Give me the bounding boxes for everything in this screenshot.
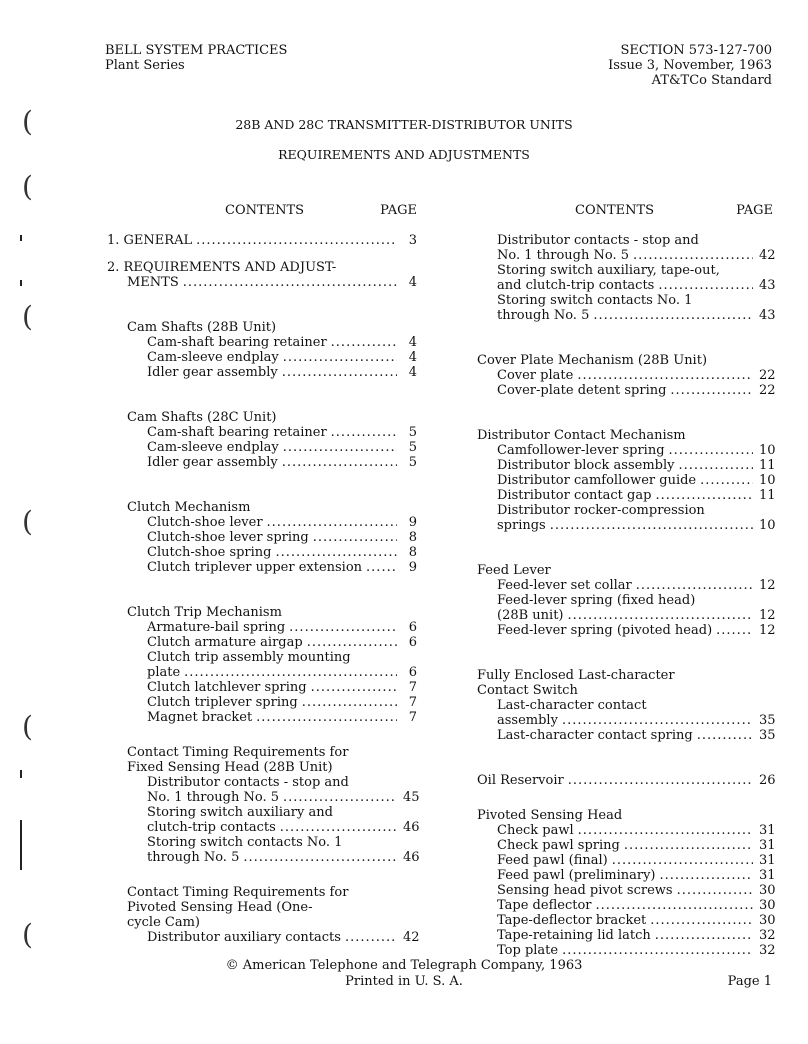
toc-section-heading: Cam Shafts (28B Unit) xyxy=(127,320,277,335)
footer xyxy=(0,958,808,990)
toc-entry[interactable]: Clutch triplever spring ..... 7 xyxy=(107,695,417,710)
header-left xyxy=(105,43,287,73)
toc-entry[interactable]: Top plate ..... 32 xyxy=(477,943,773,958)
page-heading: PAGE xyxy=(380,203,417,218)
page-heading: PAGE xyxy=(736,203,773,218)
toc-section-heading: Fully Enclosed Last-character xyxy=(477,668,675,683)
section-number: SECTION 573-127-700 xyxy=(620,43,772,58)
toc-entry[interactable]: Feed-lever spring (pivoted head) ..... 12 xyxy=(477,623,773,638)
toc-entry[interactable]: Clutch triplever upper extension ..... 9 xyxy=(107,560,417,575)
toc-section-heading: Distributor Contact Mechanism xyxy=(477,428,686,443)
toc-entry: Storing switch auxiliary, tape-out, xyxy=(497,263,720,278)
toc-entry[interactable]: Distributor block assembly ..... 11 xyxy=(477,458,773,473)
toc-entry[interactable]: No. 1 through No. 5 ..... 42 xyxy=(477,248,773,263)
toc-entry[interactable]: Distributor auxiliary contacts ..... 42 xyxy=(107,930,417,945)
toc-entry[interactable]: No. 1 through No. 5 ..... 45 xyxy=(107,790,417,805)
toc-section-heading: Fixed Sensing Head (28B Unit) xyxy=(127,760,333,775)
toc-entry: Last-character contact xyxy=(497,698,647,713)
toc-entry[interactable]: Cover plate ..... 22 xyxy=(477,368,773,383)
toc-section-heading: Pivoted Sensing Head xyxy=(477,808,623,823)
header-right xyxy=(608,43,772,88)
toc-section-heading: Clutch Mechanism xyxy=(127,500,251,515)
binder-hole-mark: ( xyxy=(22,300,33,333)
toc-section-heading: Pivoted Sensing Head (One- xyxy=(127,900,313,915)
margin-mark xyxy=(20,770,22,778)
toc-entry[interactable]: and clutch-trip contacts ..... 43 xyxy=(477,278,773,293)
page-number: Page 1 xyxy=(727,974,772,989)
toc-entry[interactable]: Clutch-shoe lever spring ..... 8 xyxy=(107,530,417,545)
margin-mark xyxy=(20,235,22,241)
toc-section-heading: Feed Lever xyxy=(477,563,551,578)
toc-section-heading: Cover Plate Mechanism (28B Unit) xyxy=(477,353,708,368)
toc-entry[interactable]: 1. GENERAL ..... 3 xyxy=(107,233,417,248)
toc-entry[interactable]: Cam-sleeve endplay ..... 4 xyxy=(107,350,417,365)
margin-mark xyxy=(20,280,22,286)
toc-entry[interactable]: Distributor contact gap ..... 11 xyxy=(477,488,773,503)
toc-entry[interactable]: Oil Reservoir ..... 26 xyxy=(477,773,773,788)
toc-entry[interactable]: Check pawl ..... 31 xyxy=(477,823,773,838)
toc-entry[interactable]: Check pawl spring ..... 31 xyxy=(477,838,773,853)
toc-entry[interactable]: Clutch-shoe lever ..... 9 xyxy=(107,515,417,530)
contents-heading: CONTENTS xyxy=(225,203,305,218)
publication-name: BELL SYSTEM PRACTICES xyxy=(105,43,288,58)
toc-section-heading: Contact Switch xyxy=(477,683,578,698)
toc-section-heading: Contact Timing Requirements for xyxy=(127,885,349,900)
contents-left-column xyxy=(107,203,420,945)
toc-entry[interactable]: Tape deflector ..... 30 xyxy=(477,898,773,913)
toc-entry[interactable]: Idler gear assembly ..... 4 xyxy=(107,365,417,380)
toc-entry[interactable]: Armature-bail spring ..... 6 xyxy=(107,620,417,635)
toc-entry[interactable]: Cam-sleeve endplay ..... 5 xyxy=(107,440,417,455)
binder-hole-mark: ( xyxy=(22,105,33,138)
toc-entry: Storing switch contacts No. 1 xyxy=(497,293,693,308)
toc-entry: 2. REQUIREMENTS AND ADJUST- xyxy=(107,260,337,275)
toc-section-heading: cycle Cam) xyxy=(127,915,200,930)
toc-entry: Distributor rocker-compression xyxy=(497,503,705,518)
document-subtitle: REQUIREMENTS AND ADJUSTMENTS xyxy=(278,147,530,162)
toc-entry[interactable]: Clutch-shoe spring ..... 8 xyxy=(107,545,417,560)
document-title: 28B AND 28C TRANSMITTER-DISTRIBUTOR UNITS xyxy=(235,117,573,132)
toc-entry: Storing switch contacts No. 1 xyxy=(147,835,343,850)
toc-entry[interactable]: Last-character contact spring ..... 35 xyxy=(477,728,773,743)
toc-entry: Distributor contacts - stop and xyxy=(497,233,699,248)
toc-entry[interactable]: Magnet bracket ..... 7 xyxy=(107,710,417,725)
toc-entry[interactable]: Camfollower-lever spring ..... 10 xyxy=(477,443,773,458)
toc-entry[interactable]: through No. 5 ..... 43 xyxy=(477,308,773,323)
toc-entry[interactable]: Feed-lever set collar ..... 12 xyxy=(477,578,773,593)
toc-entry[interactable]: Idler gear assembly ..... 5 xyxy=(107,455,417,470)
toc-section-heading: Clutch Trip Mechanism xyxy=(127,605,282,620)
toc-entry[interactable]: clutch-trip contacts ..... 46 xyxy=(107,820,417,835)
toc-entry[interactable]: Cam-shaft bearing retainer ..... 4 xyxy=(107,335,417,350)
margin-mark xyxy=(20,820,22,870)
toc-entry[interactable]: Tape-deflector bracket ..... 30 xyxy=(477,913,773,928)
publication-series: Plant Series xyxy=(105,58,185,73)
toc-entry[interactable]: MENTS ..... 4 xyxy=(107,275,417,290)
toc-entry[interactable]: Clutch latchlever spring ..... 7 xyxy=(107,680,417,695)
binder-hole-mark: ( xyxy=(22,505,33,538)
toc-entry[interactable]: plate ..... 6 xyxy=(107,665,417,680)
binder-hole-mark: ( xyxy=(22,170,33,203)
contents-heading: CONTENTS xyxy=(575,203,655,218)
toc-entry[interactable]: Distributor camfollower guide ..... 10 xyxy=(477,473,773,488)
toc-entry[interactable]: Clutch armature airgap ..... 6 xyxy=(107,635,417,650)
toc-entry[interactable]: assembly ..... 35 xyxy=(477,713,773,728)
binder-hole-mark: ( xyxy=(22,710,33,743)
toc-entry: Feed-lever spring (fixed head) xyxy=(497,593,696,608)
toc-entry[interactable]: Cover-plate detent spring ..... 22 xyxy=(477,383,773,398)
toc-entry[interactable]: (28B unit) ..... 12 xyxy=(477,608,773,623)
toc-entry[interactable]: Feed pawl (final) ..... 31 xyxy=(477,853,773,868)
binder-hole-mark: ( xyxy=(22,918,33,951)
contents-right-column xyxy=(477,203,776,958)
toc-entry: Storing switch auxiliary and xyxy=(147,805,333,820)
toc-entry[interactable]: Tape-retaining lid latch ..... 32 xyxy=(477,928,773,943)
toc-entry[interactable]: through No. 5 ..... 46 xyxy=(107,850,417,865)
toc-section-heading: Cam Shafts (28C Unit) xyxy=(127,410,277,425)
toc-entry: Clutch trip assembly mounting xyxy=(147,650,351,665)
toc-entry[interactable]: Sensing head pivot screws ..... 30 xyxy=(477,883,773,898)
toc-entry[interactable]: springs ..... 10 xyxy=(477,518,773,533)
toc-entry[interactable]: Feed pawl (preliminary) ..... 31 xyxy=(477,868,773,883)
toc-section-heading: Contact Timing Requirements for xyxy=(127,745,349,760)
issue-date: Issue 3, November, 1963 xyxy=(608,58,772,73)
toc-entry[interactable]: Cam-shaft bearing retainer ..... 5 xyxy=(107,425,417,440)
copyright-notice: © American Telephone and Telegraph Company, 1963 xyxy=(225,958,583,973)
standard-label: AT&TCo Standard xyxy=(651,73,772,88)
printed-notice: Printed in U. S. A. xyxy=(345,974,463,989)
toc-entry: Distributor contacts - stop and xyxy=(147,775,349,790)
